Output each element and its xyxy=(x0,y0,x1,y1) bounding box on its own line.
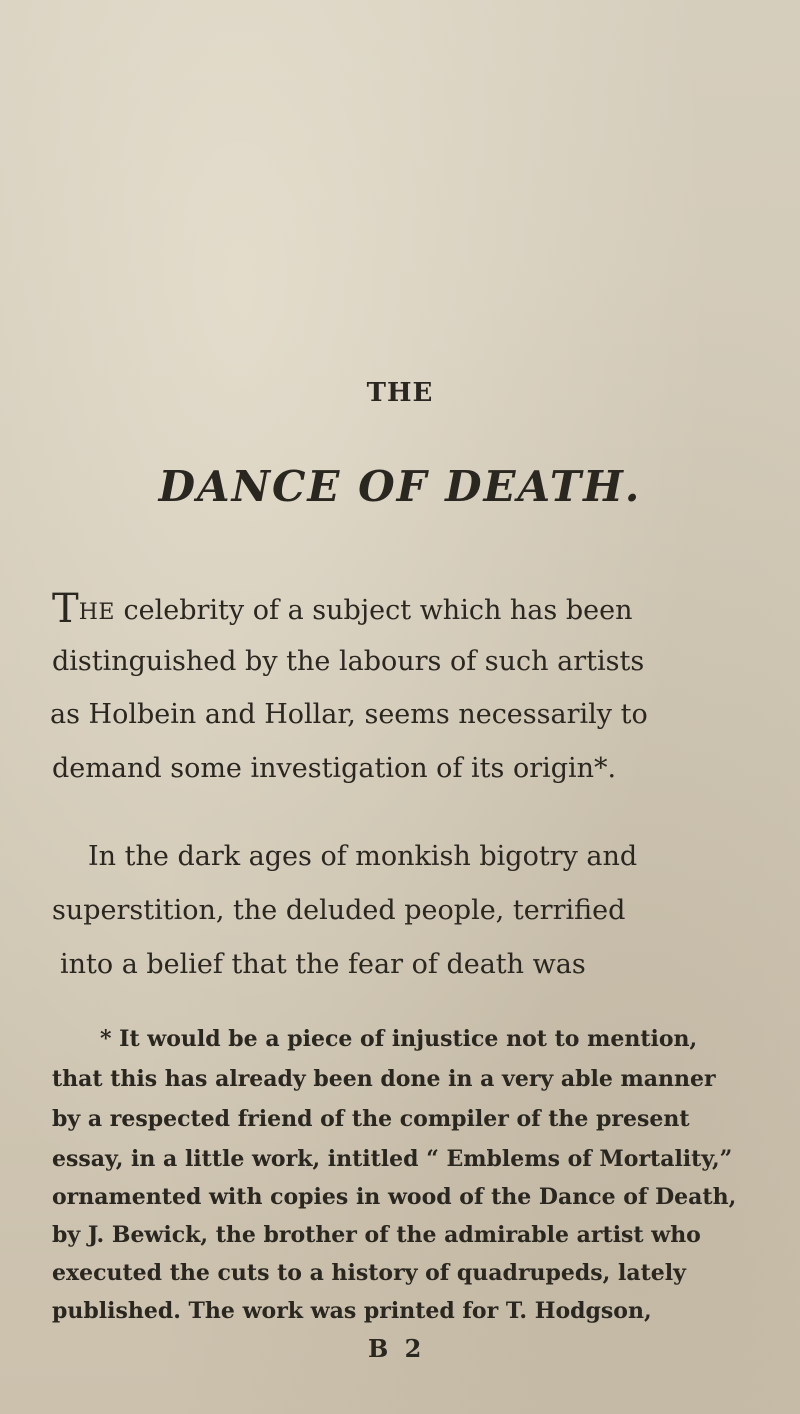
drop-capital: T xyxy=(52,586,79,632)
paragraph-2-line-3: into a belief that the fear of death was xyxy=(60,949,586,980)
footnote-line-4: essay, in a little work, intitled “ Emblems of Mortality,” xyxy=(52,1146,733,1172)
paragraph-1-line-3: as Holbein and Hollar, seems necessarily to xyxy=(50,699,648,730)
paragraph-1-line-2: distinguished by the labours of such artists xyxy=(52,646,645,677)
footnote-line-5: ornamented with copies in wood of the Dance of Death, xyxy=(52,1184,737,1210)
signature-mark: B 2 xyxy=(368,1334,426,1363)
paragraph-1-line-4: demand some investigation of its origin*. xyxy=(52,753,617,784)
paragraph-2-line-1: In the dark ages of monkish bigotry and xyxy=(88,841,638,872)
paragraph-2-line-2: superstition, the deluded people, terrified xyxy=(52,895,626,926)
paragraph-1-line-1 xyxy=(52,586,633,632)
paragraph-1-line-1-text: celebrity of a subject which has been xyxy=(114,595,633,626)
footnote-line-8: published. The work was printed for T. Hodgson, xyxy=(52,1298,652,1324)
small-caps-word: HE xyxy=(78,600,115,625)
running-head: THE xyxy=(366,378,434,408)
footnote-line-7: executed the cuts to a history of quadrupeds, lately xyxy=(52,1260,686,1286)
footnote-line-1: * It would be a piece of injustice not to mention, xyxy=(100,1026,698,1052)
chapter-title: DANCE OF DEATH. xyxy=(158,462,642,511)
footnote-line-3: by a respected friend of the compiler of the present xyxy=(52,1106,690,1132)
footnote-line-2: that this has already been done in a very able manner xyxy=(52,1066,716,1092)
footnote-line-6: by J. Bewick, the brother of the admirable artist who xyxy=(52,1222,701,1248)
